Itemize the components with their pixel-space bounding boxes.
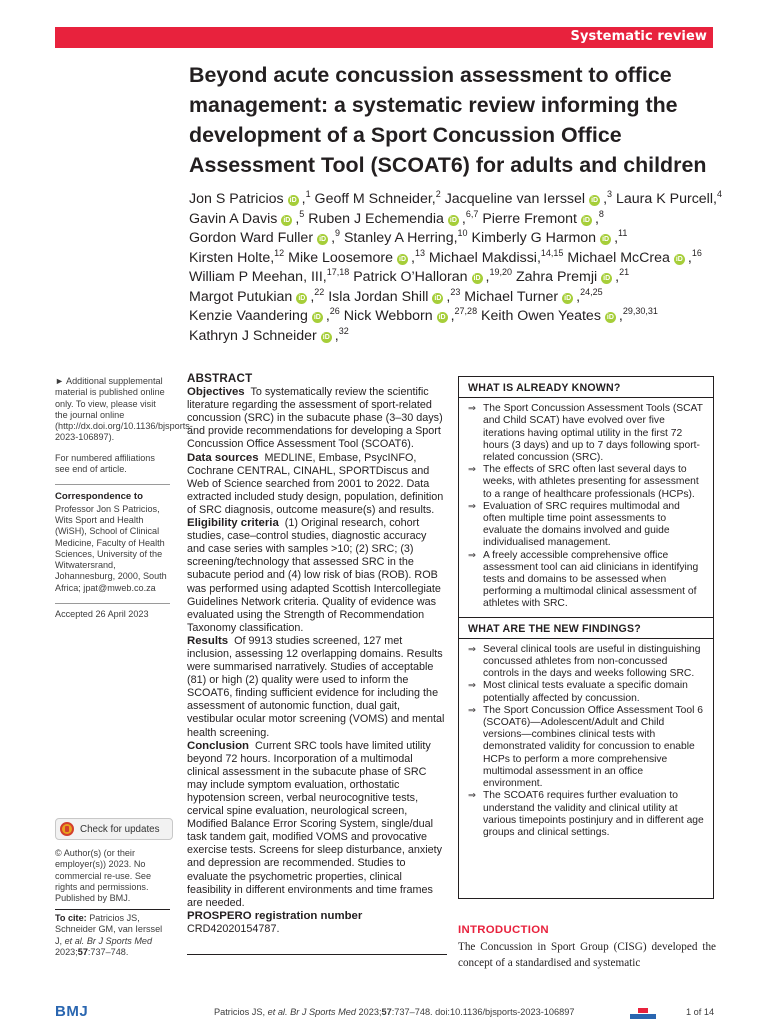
footer-volume: 57 — [381, 1007, 392, 1017]
author-name: Kenzie Vaandering — [189, 308, 308, 324]
author-line — [189, 190, 724, 210]
author-name: Kathryn J Schneider — [189, 327, 317, 344]
author-name: Jon S Patricios — [189, 191, 284, 207]
author-name: Jacqueline van Ierssel — [440, 191, 586, 207]
author-separator: , — [485, 269, 490, 285]
check-for-updates-label: Check for updates — [80, 823, 160, 835]
affiliation-number: 3 — [607, 189, 613, 199]
author-name: Laura K Purcell, — [612, 191, 717, 207]
affiliation-number: 26 — [329, 306, 340, 316]
orcid-icon[interactable]: iD — [313, 314, 321, 321]
orcid-icon[interactable]: iD — [449, 216, 457, 224]
affiliation-number: 19,20 — [489, 267, 513, 277]
footer-citation — [214, 1007, 574, 1017]
author-name: Isla Jordan Shill — [324, 288, 429, 305]
box-divider — [459, 397, 713, 398]
known-item: ⇒ Evaluation of SRC requires multimodal and often multiple time point assessments to evaluate the domains involved and guide individualised management. — [468, 501, 705, 550]
footer-doi: :737–748. doi:10.1136/bjsports-2023-106897 — [391, 1007, 575, 1017]
affiliation-number: 23 — [450, 286, 461, 297]
article-type-banner — [55, 27, 713, 48]
author-name: Nick Webborn — [339, 308, 433, 324]
abstract-label: Objectives — [187, 386, 245, 399]
new-finding-item: ⇒ Most clinical tests evaluate a specific domain potentially affected by concussion. — [468, 680, 705, 704]
author-name: William P Meehan, III, — [189, 269, 327, 285]
affiliation-number: 12 — [274, 247, 285, 258]
abstract-registration — [187, 910, 447, 936]
introduction-heading: INTRODUCTION — [458, 924, 549, 936]
author-separator: , — [301, 191, 306, 207]
orcid-icon[interactable]: iD — [319, 236, 327, 243]
abstract-results — [187, 635, 447, 740]
cite-journal: et al. Br J Sports Med — [64, 935, 153, 946]
crossmark-icon — [60, 822, 74, 836]
correspondence-address: Professor Jon S Patricios, Wits Sport and Health (WiSH), School of Clinical Medicine, Faculty of Health Sciences, University of the Witwatersrand, Johannesburg, 2000, South Africa; jpat@mweb.co.za — [55, 503, 167, 593]
cite-text: Patricios JS, Schneider GM, van Ierssel J, — [55, 913, 163, 946]
known-item: ⇒ The effects of SRC often last several days to weeks, with athletes presenting for assessment to a range of healthcare professionals (HCPs). — [468, 464, 705, 501]
new-finding-item: ⇒ The SCOAT6 requires further evaluation to understand the validity and clinical utility at various timepoints postinjury and in different age groups and clinical settings. — [468, 790, 705, 839]
bmj-logo: BMJ — [55, 1003, 89, 1020]
orcid-icon[interactable]: iD — [606, 314, 614, 321]
affiliation-number: 17,18 — [326, 267, 350, 277]
abstract-end-rule — [187, 954, 447, 955]
author-separator: , — [618, 308, 623, 324]
abstract-objectives — [187, 386, 447, 451]
affiliation-number: 27,28 — [454, 306, 478, 316]
affiliations-note: For numbered affiliations see end of article. — [55, 452, 155, 475]
check-for-updates-button[interactable] — [55, 818, 173, 840]
author-separator: , — [450, 308, 455, 324]
affiliation-number: 21 — [619, 267, 630, 277]
author-name: Kimberly G Harmon — [467, 230, 597, 246]
orcid-icon[interactable]: iD — [283, 216, 291, 224]
author-name: Geoff M Schneider, — [310, 191, 436, 207]
author-separator: , — [594, 210, 599, 227]
author-separator: , — [687, 249, 692, 266]
affiliation-number: 22 — [314, 286, 325, 297]
author-separator: , — [334, 327, 339, 344]
author-name: Gordon Ward Fuller — [189, 230, 314, 246]
author-separator: , — [446, 288, 451, 305]
abstract-text: Current SRC tools have limited utility beyond 72 hours. Incorporation of a multimodal clinical assessment in the subacute phase of SRC may include symptom evaluation, orthostatic hypotension screen, verbal neurocognitive tests, cervical spine evaluation, neurological screen, Modified Balance Error Scoring System, single/dual task tandem gait, modified VOMS and provocative exercise tests. Screens for sleep disturbance, anxiety and depression are recommended. Studies to evaluate the psychometric properties, clinical feasibility in different environments and time frames are needed. — [187, 739, 443, 909]
citation-box — [55, 909, 170, 958]
left-sidebar — [55, 376, 193, 629]
affiliation-number: 8 — [598, 208, 604, 219]
article-title: Beyond acute concussion assessment to office management: a systematic review informing the development of a Sport Concussion Office Assessment Tool (SCOAT6) for adults and children — [189, 63, 707, 177]
orcid-icon[interactable]: iD — [298, 294, 306, 302]
affiliation-number: 29,30,31 — [622, 306, 658, 316]
known-item: ⇒ A freely accessible comprehensive office assessment tool can aid clinicians in identifying tests and domains to be assessed when performing a multimodal clinical assessment of athletes with SRC. — [468, 550, 705, 611]
sidebar-divider — [55, 484, 170, 485]
author-name: Keith Owen Yeates — [477, 308, 601, 324]
abstract-conclusion — [187, 740, 447, 910]
introduction-text: The Concussion in Sport Group (CISG) developed the concept of a standardised and systematic — [458, 941, 716, 969]
orcid-icon[interactable]: iD — [289, 197, 297, 204]
orcid-icon[interactable]: iD — [564, 294, 572, 302]
affiliation-number: 9 — [335, 228, 341, 238]
affiliation-number: 1 — [305, 189, 311, 199]
orcid-icon[interactable]: iD — [675, 255, 683, 263]
author-separator: , — [461, 210, 466, 227]
affiliation-number: 4 — [716, 189, 722, 199]
abstract-data-sources — [187, 452, 447, 517]
orcid-icon[interactable]: iD — [438, 314, 446, 321]
abstract-text: MEDLINE, Embase, PsycINFO, Cochrane CENTRAL, CINAHL, SPORTDiscus and Web of Science searched from 2001 to 2022. Data extracted included study design, population, definition of SRC diagnosis, outcome measure(s) and results. — [187, 451, 444, 516]
new-findings-heading: WHAT ARE THE NEW FINDINGS? — [468, 622, 641, 635]
author-separator: , — [331, 230, 336, 246]
footer-ref: Patricios JS, — [214, 1007, 268, 1017]
orcid-icon[interactable]: iD — [603, 275, 611, 282]
author-separator: , — [614, 230, 619, 246]
author-line — [189, 268, 724, 288]
abstract-label: Data sources — [187, 451, 259, 464]
footer-journal: et al. Br J Sports Med — [267, 1007, 356, 1017]
abstract-text: Of 9913 studies screened, 127 met inclusion, assessing 12 overlapping domains. Results were summarised narratively. Studies of acceptable (81) or high (2) quality were used to inform the SCOAT6, finding sufficient evidence for including the assessment of autonomic function, dual gait, vestibular ocular motor screening (VOMS) and mental health screening. — [187, 634, 445, 739]
author-separator: , — [411, 249, 415, 266]
author-line — [189, 210, 724, 230]
author-name: Michael Turner — [460, 288, 559, 305]
abstract-text: To systematically review the scientific literature regarding the assessment of sport-related concussion (SRC) in the subacute phase (3–30 days) and provide recommendations for developing a Sport Concussion Office Assessment Tool (SCOAT6). — [187, 386, 443, 451]
article-type-label: Systematic review — [570, 29, 707, 44]
author-separator: , — [310, 288, 315, 305]
abstract-eligibility — [187, 517, 447, 635]
affiliation-number: 11 — [618, 228, 628, 238]
author-separator: , — [615, 269, 620, 285]
abstract-text: CRD42020154787. — [187, 922, 280, 935]
abstract-text: (1) Original research, cohort studies, case–control studies, diagnostic accuracy and case series with samples >10; (2) SRC; (3) screening/technology that assessed SRC in the subacute period and (4) low risk of bias (ROB). ROB was performed using adapted Scottish Intercollegiate Guidelines Network criteria. Quality of evidence was evaluated using the Strength of Recommendation Taxonomy classification. — [187, 517, 441, 634]
orcid-icon[interactable]: iD — [591, 197, 599, 204]
page-number: 1 of 14 — [686, 1007, 715, 1017]
abstract-label: PROSPERO registration number — [187, 909, 363, 922]
affiliation-number: 5 — [299, 208, 305, 219]
known-list — [468, 403, 705, 610]
author-separator: , — [295, 210, 300, 227]
author-name: Pierre Fremont — [478, 210, 577, 227]
affiliation-number: 32 — [338, 325, 349, 336]
abstract-label: Results — [187, 634, 229, 647]
author-separator: , — [603, 191, 608, 207]
new-findings-list — [468, 644, 705, 839]
author-name: Ruben J Echemendia — [304, 210, 444, 227]
affiliation-number: 2 — [435, 189, 441, 199]
affiliation-number: 6,7 — [465, 208, 479, 219]
orcid-icon[interactable]: iD — [322, 333, 330, 341]
affiliation-number: 16 — [691, 247, 702, 258]
known-item: ⇒ The Sport Concussion Assessment Tools (SCAT and Child SCAT) have evolved over five iterations having optimal utility in the first 72 hours (3 days) and up to 7 days following sport-related concussion (SRC). — [468, 403, 705, 464]
key-points-box — [458, 376, 714, 899]
cite-year: 2023; — [55, 946, 78, 957]
author-separator: , — [325, 308, 330, 324]
abstract — [187, 372, 447, 936]
author-list — [189, 190, 724, 346]
cite-pages: :737–748. — [87, 946, 129, 957]
correspondence-heading: Correspondence to — [55, 491, 143, 503]
box-divider — [459, 617, 713, 618]
abstract-label: Eligibility criteria — [187, 517, 279, 530]
orcid-icon[interactable]: iD — [602, 236, 610, 243]
author-separator: , — [576, 288, 581, 305]
supplemental-note: ► Additional supplemental material is published online only. To view, please visit the journal online (http://dx.doi.org/10.1136/bjsports-2023-106897). — [55, 376, 193, 443]
sidebar-divider — [55, 603, 170, 604]
footer-ref: 2023; — [355, 1007, 382, 1017]
affiliation-number: 24,25 — [580, 286, 603, 297]
orcid-icon[interactable]: iD — [399, 255, 407, 263]
author-name: Gavin A Davis — [189, 210, 278, 227]
orcid-icon[interactable]: iD — [582, 216, 590, 224]
cite-label: To cite: — [55, 913, 87, 923]
orcid-icon[interactable]: iD — [434, 294, 442, 302]
author-name: Michael Makdissi, — [424, 249, 541, 266]
author-line — [189, 249, 724, 269]
author-name: Zahra Premji — [512, 269, 598, 285]
affiliation-number: 13 — [414, 247, 425, 258]
author-name: Michael McCrea — [563, 249, 670, 266]
orcid-icon[interactable]: iD — [473, 275, 481, 282]
publisher-mark-icon — [628, 1005, 658, 1021]
author-line — [189, 288, 724, 308]
affiliation-number: 14,15 — [540, 247, 564, 258]
new-finding-item: ⇒ The Sport Concussion Office Assessment Tool 6 (SCOAT6)—Adolescent/Adult and Child versions—combines clinical tests with demonstrated validity for concussion to enable HCPs to perform a more comprehensive multimodal assessment in an office environment. — [468, 705, 705, 790]
accepted-date: Accepted 26 April 2023 — [55, 609, 149, 620]
author-line — [189, 307, 724, 327]
author-name: Stanley A Herring, — [340, 230, 458, 246]
author-line — [189, 229, 724, 249]
author-name: Patrick O’Halloran — [349, 269, 468, 285]
author-name: Mike Loosemore — [284, 249, 394, 266]
abstract-heading: ABSTRACT — [187, 372, 253, 385]
author-name: Margot Putukian — [189, 288, 293, 305]
license-note: © Author(s) (or their employer(s)) 2023. No commercial re-use. See rights and permissions. Published by BMJ. — [55, 848, 152, 904]
known-heading: WHAT IS ALREADY KNOWN? — [468, 382, 621, 394]
new-finding-item: ⇒ Several clinical tools are useful in distinguishing concussed athletes from non-concussed controls in the days and weeks following SRC. — [468, 644, 705, 681]
abstract-label: Conclusion — [187, 739, 250, 752]
box-divider — [459, 638, 713, 639]
cite-volume: 57 — [77, 946, 88, 957]
author-name: Kirsten Holte, — [189, 249, 275, 266]
author-line — [189, 327, 724, 347]
affiliation-number: 10 — [457, 228, 468, 238]
